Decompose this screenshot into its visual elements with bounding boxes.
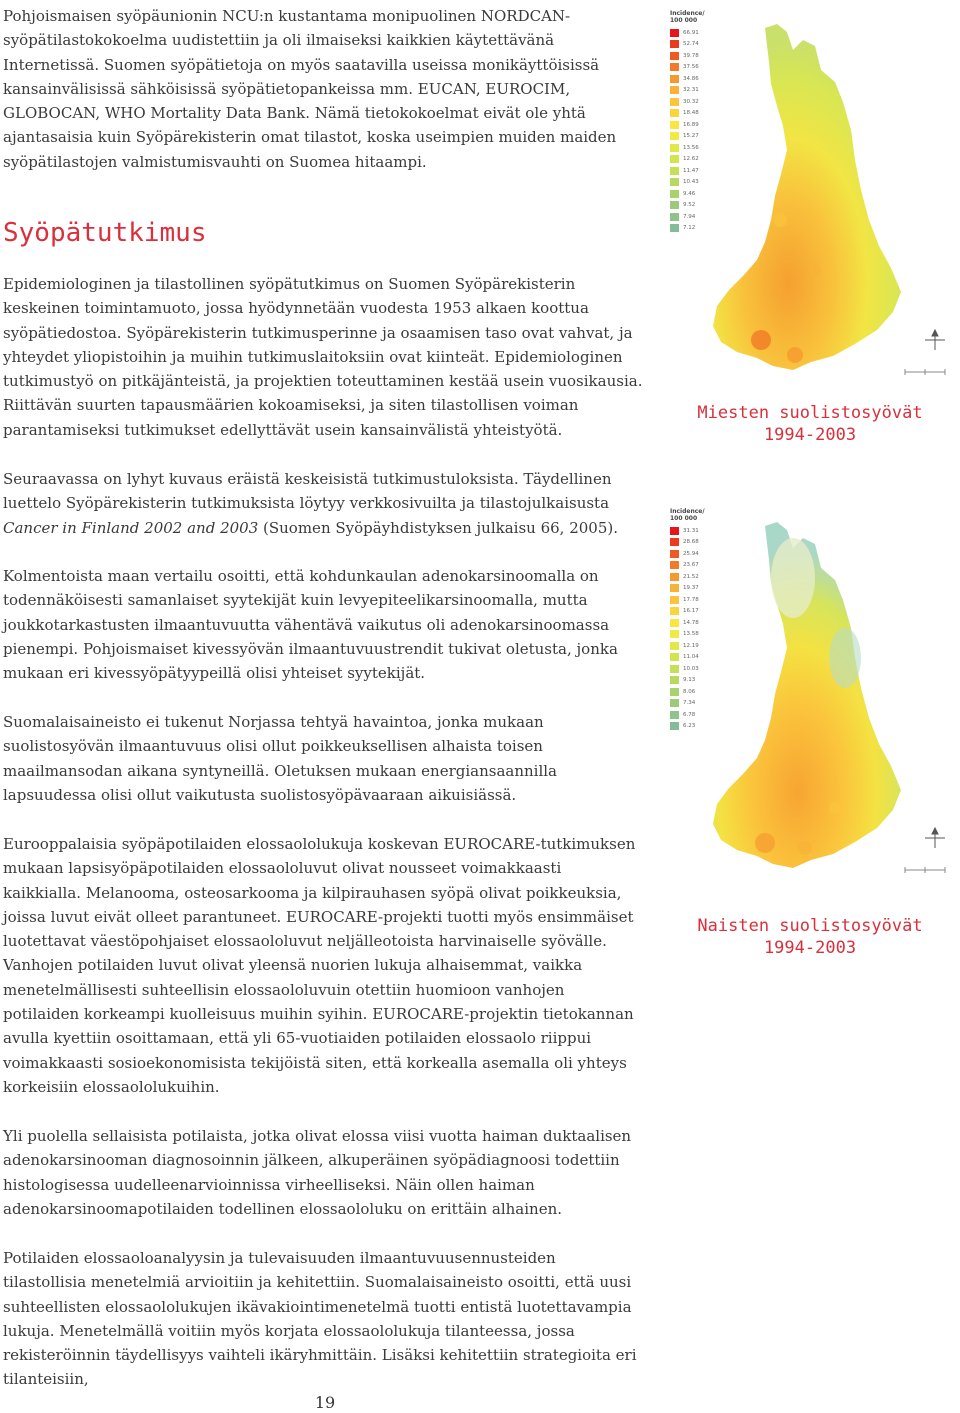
- paragraph-pancreas: [3, 1124, 643, 1221]
- legend-value: 28.68: [683, 539, 699, 546]
- legend-value: 30.32: [683, 98, 699, 105]
- legend-value: 31.31: [683, 527, 699, 534]
- map-figure-women: [665, 508, 955, 888]
- paragraph-text: [3, 467, 643, 540]
- legend-value: 15.27: [683, 133, 699, 140]
- paragraph-text: Epidemiologinen ja tilastollinen syöpätutkimus on Suomen Syöpärekisterin keskeinen toimintamuoto, jossa hyödynnetään vuodesta 1953 alkaen koottua syöpätiedostoa. Syöpärekisterin tutkimusperinne ja osaamisen taso ovat vahvat, ja yhteydet yliopistoihin ja muihin tutkimuslaitoksiin ovat kiinteät. Epidemiologinen tutkimustyö on pitkäjänteistä, ja projektien toteuttaminen kestää usein vuosikausia. Riittävän suurten tapausmäärien kokoamiseksi, ja siten tilastollisen voiman parantamiseksi tutkimukset edellyttävät usein kansainvälistä yhteistyötä.: [3, 275, 643, 439]
- caption-title: Miesten suolistosyövät: [697, 403, 923, 423]
- hotspot: [773, 213, 787, 227]
- intro-paragraph: [3, 4, 643, 174]
- paragraph-text: Yli puolella sellaisista potilaista, jotka olivat elossa viisi vuotta haiman duktaalisen adenokarsinooman diagnosoinnin jälkeen, alkuperäinen syöpädiagnoosi todettiin histologisessa uudelleenarvioinnissa virheelliseksi. Näin ollen haiman adenokarsinoomapotilaiden todellinen elossaololuku on erittäin alhainen.: [3, 1127, 632, 1218]
- intro-text: Pohjoismaisen syöpäunionin NCU:n kustantama monipuolinen NORDCAN-syöpätilastokokoelma uudistettiin ja oli ilmaiseksi kaikkien käytettävänä Internetissä. Suomen syöpätietoja on myös saatavilla useissa monikäyttöisissä kansainvälisissä sähköisissä syöpätietopankeissa mm. EUCAN, EUROCIM, GLOBOCAN, WHO Mortality Data Bank. Nämä tietokokoelmat eivät ole yhtä ajantasaisia kuin Syöpärekisterin omat tilastot, koska useimpien muiden maiden syöpätilastojen valmistumisvauhti on Suomea hitaampi.: [3, 7, 617, 171]
- legend-value: 13.58: [683, 631, 699, 638]
- legend-value: 10.43: [683, 179, 699, 186]
- legend-value: 14.78: [683, 619, 699, 626]
- legend-value: 52.74: [683, 41, 699, 48]
- scale-bar-icon: [905, 369, 945, 375]
- legend-value: 32.31: [683, 87, 699, 94]
- legend-value: 13.56: [683, 144, 699, 151]
- eastern-region: [829, 628, 861, 688]
- legend-value: 23.67: [683, 562, 699, 569]
- legend-value: 39.78: [683, 52, 699, 59]
- section-heading: Syöpätutkimus: [3, 218, 207, 248]
- reference-text-end: (Suomen Syöpäyhdistyksen julkaisu 66, 2005).: [258, 518, 619, 537]
- paragraph-colorectal: [3, 710, 643, 807]
- hotspot: [798, 841, 812, 855]
- map-figure-men: [665, 10, 955, 390]
- paragraph-text: Eurooppalaisia syöpäpotilaiden elossaololukuja koskevan EUROCARE-tutkimuksen mukaan lapsisyöpäpotilaiden elossaololuvut olivat nousseet voimakkaasti kaikkialla. Melanooma, osteosarkooma ja kilpirauhasen syöpä olivat poikkeuksia, joissa luvut eivät olleet parantuneet. EUROCARE-projekti tuotti myös ensimmäiset luotettavat väestöpohjaiset elossaololuvut neljälleotoista harvinaiselle syövälle. Vanhojen potilaiden luvut olivat yleensä nuorien lukuja alhaisemmat, vaikka menetelmällisesti suhteellisin elossaololuvuin otettiin huomioon vanhojen potilaiden korkeampi kuolleisuus muihin syihin. EUROCARE-projektin tietokannan avulla kyettiin osoittamaan, että yli 65-vuotiaiden potilaiden elossaolo riippui voimakkaasti sosioekonomisista tekijöistä siten, että korkealla asemalla oli yhteys korkeisiin elossaololukuihin.: [3, 835, 636, 1096]
- legend-value: 66.91: [683, 29, 699, 36]
- hotspot: [787, 347, 803, 363]
- finland-shape: [713, 24, 901, 370]
- compass-icon: [925, 828, 945, 848]
- reference-text: Seuraavassa on lyhyt kuvaus eräistä keskeisistä tutkimustuloksista. Täydellinen luettelo Syöpärekisterin tutkimuksista löytyy verkkosivuilta ja tilastojulkaisusta: [3, 470, 612, 513]
- legend-value: 8.06: [683, 688, 696, 695]
- legend-value: 25.94: [683, 550, 699, 557]
- scale-bar-icon: [905, 867, 945, 873]
- paragraph-research: [3, 272, 643, 442]
- legend-value: 9.46: [683, 190, 696, 197]
- northern-region: [771, 538, 815, 618]
- legend-value: 9.13: [683, 677, 696, 684]
- caption-years: 1994-2003: [763, 938, 857, 958]
- legend-value: 17.78: [683, 596, 699, 603]
- publication-title: Cancer in Finland 2002 and 2003: [3, 518, 259, 537]
- hotspot: [809, 264, 821, 276]
- legend-value: 11.04: [683, 654, 699, 661]
- legend-value: 6.23: [683, 723, 696, 730]
- paragraph-text: Suomalaisaineisto ei tukenut Norjassa tehtyä havaintoa, jonka mukaan suolistosyövän ilmaantuvuus olisi ollut poikkeuksellisen alhaista toisen maailmansodan aikana syntyneillä. Oletuksen mukaan energiansaannilla lapsuudessa olisi ollut vaikutusta suolistosyöpävaaraan aikuisiässä.: [3, 713, 557, 804]
- hotspot: [751, 330, 771, 350]
- legend-value: 11.47: [683, 167, 699, 174]
- finland-map-men: [665, 10, 955, 390]
- hotspot: [829, 802, 841, 814]
- legend-value: 34.86: [683, 75, 699, 82]
- legend-value: 7.94: [683, 213, 696, 220]
- legend-value: 37.56: [683, 64, 699, 71]
- finland-map-women: [665, 508, 955, 888]
- legend-value: 10.03: [683, 665, 699, 672]
- map-caption-men: [690, 402, 930, 446]
- paragraph-eurocare: [3, 832, 643, 1099]
- paragraph-text: Kolmentoista maan vertailu osoitti, että kohdunkaulan adenokarsinoomalla on todennäköisesti samanlaiset syytekijät kuin levyepiteelikarsinoomalla, mutta joukkotarkastusten ilmaantuvuutta vähentävä vaikutus oli adenokarsinoomassa pienempi. Pohjoismaiset kivessyövän ilmaantuvuustrendit tukivat oletusta, jonka mukaan eri kivessyöpätyypeillä olisi yhteiset syytekijät.: [3, 567, 618, 683]
- legend-value: 18.48: [683, 110, 699, 117]
- caption-years: 1994-2003: [763, 425, 857, 445]
- legend-value: 12.19: [683, 642, 699, 649]
- map-caption-women: [690, 915, 930, 959]
- legend-value: 7.12: [683, 225, 696, 232]
- compass-icon: [925, 330, 945, 350]
- legend-value: 16.89: [683, 121, 699, 128]
- legend-value: 9.52: [683, 202, 696, 209]
- legend-value: 7.34: [683, 700, 696, 707]
- paragraph-cervical: [3, 564, 643, 685]
- paragraph-text: Potilaiden elossaoloanalyysin ja tulevaisuuden ilmaantuvuusennusteiden tilastollisia menetelmiä arvioitiin ja kehitettiin. Suomalaisaineisto osoitti, että uusi suhteellisten elossaololukujen ikävakiointimenetelmä tuotti entistä luotettavampia lukuja. Menetelmällä voitiin myös korjata elossaololukuja tilanteessa, jossa rekisteröinnin täydellisyys vaihteli ikäryhmittäin. Lisäksi kehitettiin strategioita eri tilanteisiin,: [3, 1249, 637, 1389]
- legend-title: Incidence/ 100 000: [670, 508, 705, 522]
- caption-title: Naisten suolistosyövät: [697, 916, 923, 936]
- page-number: 19: [314, 1393, 336, 1412]
- legend-value: 21.52: [683, 573, 699, 580]
- legend-value: 12.62: [683, 156, 699, 163]
- paragraph-methods: [3, 1246, 643, 1392]
- hotspot: [755, 833, 775, 853]
- legend-value: 16.17: [683, 608, 699, 615]
- legend-value: 6.78: [683, 711, 696, 718]
- paragraph-reference: [3, 467, 643, 540]
- legend-value: 19.37: [683, 585, 699, 592]
- legend-title: Incidence/ 100 000: [670, 10, 705, 24]
